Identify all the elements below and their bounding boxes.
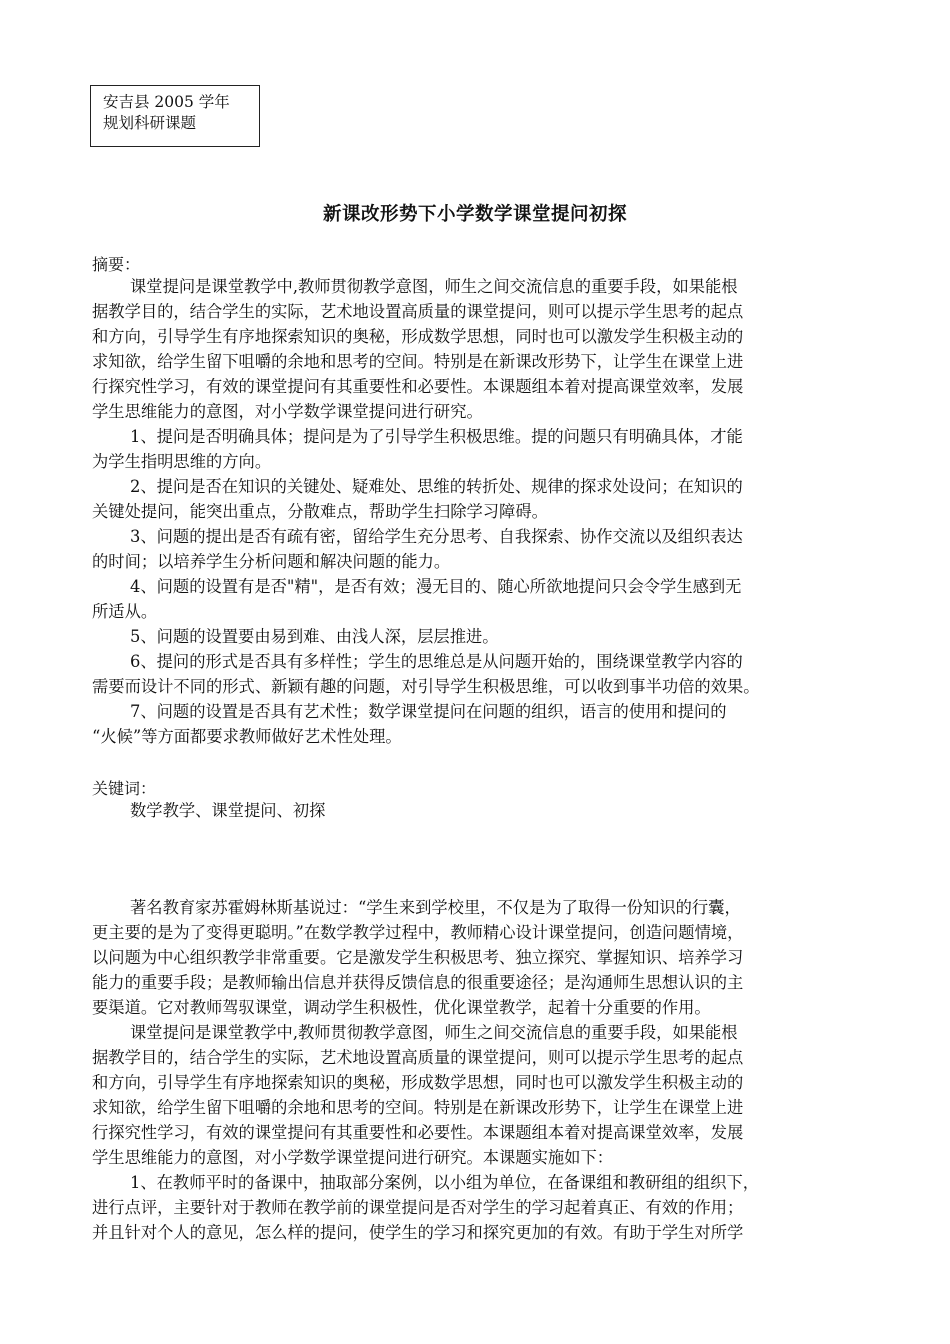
abstract-line: 求知欲，给学生留下咀嚼的余地和思考的空间。特别是在新课改形势下，让学生在课堂上进	[92, 352, 744, 371]
keywords-label: 关键词：	[92, 779, 157, 798]
abstract-line: 1、提问是否明确具体；提问是为了引导学生积极思维。提的问题只有明确具体，才能	[130, 427, 743, 446]
abstract-line: 2、提问是否在知识的关键处、疑难处、思维的转折处、规律的探求处设问；在知识的	[130, 477, 743, 496]
body-line: 学生思维能力的意图，对小学数学课堂提问进行研究。本课题实施如下：	[92, 1148, 614, 1167]
abstract-line: 7、问题的设置是否具有艺术性；数学课堂提问在问题的组织，语言的使用和提问的	[130, 702, 727, 721]
body-line: 1、在教师平时的备课中，抽取部分案例，以小组为单位，在备课组和教研组的组织下，	[130, 1173, 760, 1192]
project-stamp-box	[90, 85, 260, 147]
body-line: 以问题为中心组织教学非常重要。它是激发学生积极思考、独立探究、掌握知识、培养学习	[92, 948, 744, 967]
body-line: 能力的重要手段；是教师输出信息并获得反馈信息的很重要途径；是沟通师生思想认识的主	[92, 973, 744, 992]
abstract-line: 的时间；以培养学生分析问题和解决问题的能力。	[92, 552, 451, 571]
body-line: 并且针对个人的意见，怎么样的提问，使学生的学习和探究更加的有效。有助于学生对所学	[92, 1223, 744, 1242]
abstract-line: 所适从。	[92, 602, 158, 621]
abstract-line: 行探究性学习，有效的课堂提问有其重要性和必要性。本课题组本着对提高课堂效率，发展	[92, 377, 744, 396]
document-title: 新课改形势下小学数学课堂提问初探	[322, 204, 627, 225]
stamp-line-2: 规划科研课题	[103, 114, 197, 132]
abstract-label: 摘要：	[92, 255, 141, 274]
body-line: 据教学目的，结合学生的实际，艺术地设置高质量的课堂提问，则可以提示学生思考的起点	[92, 1048, 744, 1067]
abstract-line: 为学生指明思维的方向。	[92, 452, 272, 471]
abstract-line: 关键处提问，能突出重点，分散难点，帮助学生扫除学习障碍。	[92, 502, 548, 521]
main-body	[92, 895, 872, 1245]
abstract-line: “火候”等方面都要求教师做好艺术性处理。	[92, 727, 402, 746]
abstract-line: 4、问题的设置有是否"精"，是否有效；漫无目的、随心所欲地提问只会令学生感到无	[130, 577, 742, 596]
body-line: 行探究性学习，有效的课堂提问有其重要性和必要性。本课题组本着对提高课堂效率，发展	[92, 1123, 744, 1142]
abstract-line: 5、问题的设置要由易到难、由浅人深，层层推进。	[130, 627, 499, 646]
stamp-line-1: 安吉县 2005 学年	[103, 93, 230, 111]
body-line: 和方向，引导学生有序地探索知识的奥秘，形成数学思想，同时也可以激发学生积极主动的	[92, 1073, 744, 1092]
body-line: 进行点评，主要针对于教师在教学前的课堂提问是否对学生的学习起着真正、有效的作用；	[92, 1198, 744, 1217]
body-line: 要渠道。它对教师驾驭课堂，调动学生积极性，优化课堂教学，起着十分重要的作用。	[92, 998, 711, 1017]
body-line: 著名教育家苏霍姆林斯基说过：“学生来到学校里，不仅是为了取得一份知识的行囊，	[130, 898, 741, 917]
abstract-line: 6、提问的形式是否具有多样性；学生的思维总是从问题开始的，围绕课堂教学内容的	[130, 652, 743, 671]
keywords-body	[92, 798, 872, 823]
body-line: 求知欲，给学生留下咀嚼的余地和思考的空间。特别是在新课改形势下，让学生在课堂上进	[92, 1098, 744, 1117]
abstract-line: 课堂提问是课堂教学中,教师贯彻教学意图，师生之间交流信息的重要手段，如果能根	[130, 277, 738, 296]
keywords-text: 数学教学、课堂提问、初探	[130, 801, 326, 820]
body-line: 课堂提问是课堂教学中,教师贯彻教学意图，师生之间交流信息的重要手段，如果能根	[130, 1023, 738, 1042]
abstract-line: 需要而设计不同的形式、新颖有趣的问题，对引导学生积极思维，可以收到事半功倍的效果。	[92, 677, 760, 696]
abstract-line: 学生思维能力的意图，对小学数学课堂提问进行研究。	[92, 402, 483, 421]
body-line: 更主要的是为了变得更聪明。”在数学教学过程中，教师精心设计课堂提问，创造问题情境，	[92, 923, 744, 942]
abstract-line: 3、问题的提出是否有疏有密，留给学生充分思考、自我探索、协作交流以及组织表达	[130, 527, 743, 546]
abstract-line: 据教学目的，结合学生的实际，艺术地设置高质量的课堂提问，则可以提示学生思考的起点	[92, 302, 744, 321]
abstract-line: 和方向，引导学生有序地探索知识的奥秘，形成数学思想，同时也可以激发学生积极主动的	[92, 327, 744, 346]
abstract-body	[92, 274, 872, 749]
